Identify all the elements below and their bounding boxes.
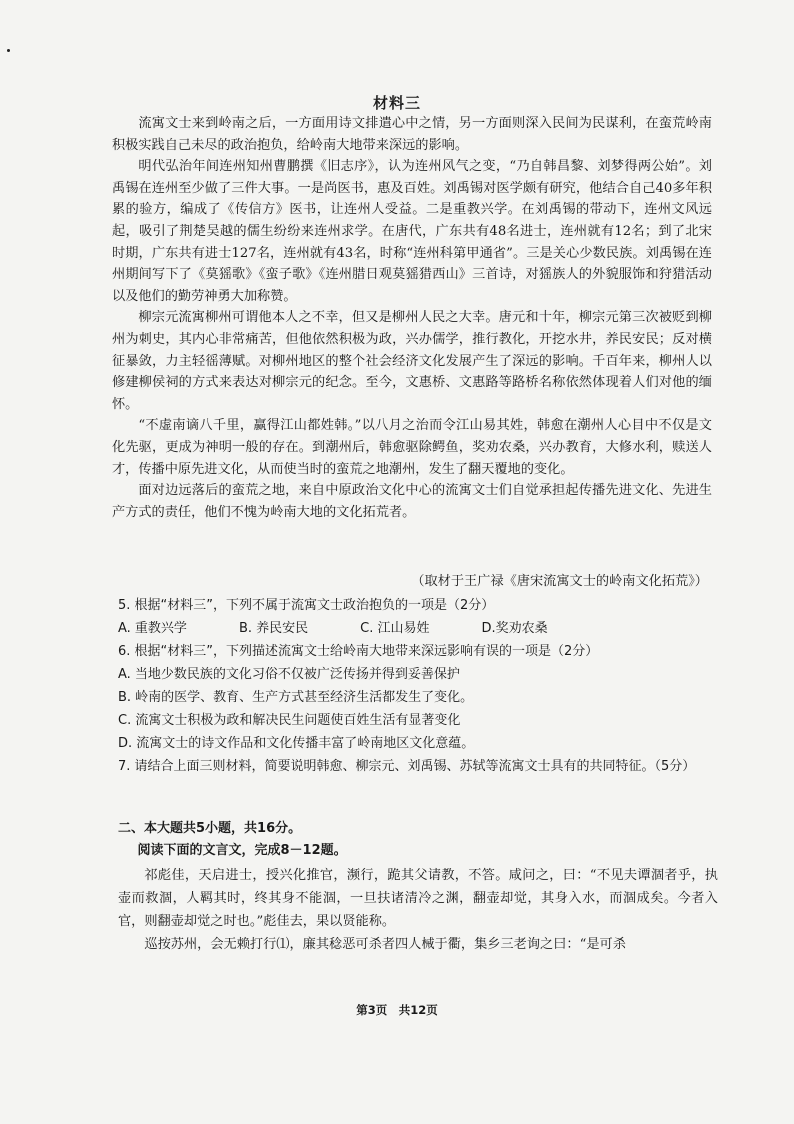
option-c: C. 流寓文士积极为政和解决民生问题使百姓生活有显著变化 bbox=[118, 713, 461, 728]
passage-paragraph: 明代弘治年间连州知州曹鹏撰《旧志序》，认为连州风气之变，“乃自韩昌黎、刘梦得两公始”。刘禹锡在连州至少做了三件大事。一是尚医书，惠及百姓。刘禹锡对医学颇有研究，他结合自己40多年积累的验方，编成了《传信方》医书，让连州人受益。二是重教兴学。在刘禹锡的带动下，连州文风远起，吸引了荆楚吴越的儒生纷纷来连州求学。在唐代，广东共有48名进士，连州就有12名；到了北宋时期，广东共有进士127名，连州就有43名，时称“连州科第甲通省”。三是关心少数民族。刘禹锡在连州期间写下了《莫猺歌》《蛮子歌》《连州腊日观莫猺猎西山》三首诗，对猺族人的外貌服饰和狩猎活动以及他们的勤劳神勇大加称赞。 bbox=[112, 159, 712, 304]
option-d: D. 流寓文士的诗文作品和文化传播丰富了岭南地区文化意蕴。 bbox=[118, 736, 475, 751]
material-title: 材料三 bbox=[372, 94, 421, 112]
section-two bbox=[118, 818, 718, 862]
questions-block bbox=[118, 594, 718, 778]
section-heading: 二、本大题共5小题，共16分。 bbox=[118, 821, 302, 836]
classical-paragraph: 巡按苏州，会无赖打行⑴，廉其稔恶可杀者四人械于衢，集乡三老询之曰：“是可杀 bbox=[144, 937, 626, 952]
passage-paragraph: 流寓文士来到岭南之后，一方面用诗文排遣心中之情，另一方面则深入民间为民谋利，在蛮荒岭南积极实践自己未尽的政治抱负，给岭南大地带来深远的影响。 bbox=[112, 116, 712, 153]
source-citation: （取材于王广禄《唐宋流寓文士的岭南文化拓荒》） bbox=[411, 574, 708, 589]
page-footer: 第3页 共12页 bbox=[356, 1003, 438, 1017]
passage bbox=[112, 113, 712, 523]
question-5-options bbox=[118, 617, 718, 640]
option-b: B. 养民安民 bbox=[238, 621, 309, 636]
passage-paragraph: 柳宗元流寓柳州可谓他本人之不幸，但又是柳州人民之大幸。唐元和十年，柳宗元第三次被贬到柳州为刺史，其内心非常痛苦，但他依然积极为政，兴办儒学，推行教化，开挖水井，养民安民；反对横征暴敛，力主轻徭薄赋。对柳州地区的整个社会经济文化发展产生了深远的影响。千百年来，柳州人以修建柳侯祠的方式来表达对柳宗元的纪念。至今，文惠桥、文惠路等路桥名称依然体现着人们对他的缅怀。 bbox=[112, 310, 712, 412]
option-d: D.奖劝农桑 bbox=[481, 621, 548, 636]
option-a: A. 重教兴学 bbox=[118, 621, 187, 636]
question-6-stem: 6. 根据“材料三”，下列描述流寓文士给岭南大地带来深远影响有误的一项是（2分） bbox=[118, 644, 599, 659]
scan-speck bbox=[7, 49, 10, 52]
option-a: A. 当地少数民族的文化习俗不仅被广泛传扬并得到妥善保护 bbox=[118, 667, 460, 682]
option-c: C. 江山易姓 bbox=[360, 621, 430, 636]
passage-paragraph: 面对边远落后的蛮荒之地，来自中原政治文化中心的流寓文士们自觉承担起传播先进文化、先进生产方式的责任，他们不愧为岭南大地的文化拓荒者。 bbox=[112, 483, 712, 520]
classical-passage bbox=[118, 864, 718, 956]
option-b: B. 岭南的医学、教育、生产方式甚至经济生活都发生了变化。 bbox=[118, 690, 474, 705]
question-5-stem: 5. 根据“材料三”，下列不属于流寓文士政治抱负的一项是（2分） bbox=[118, 598, 495, 613]
question-7-stem: 7. 请结合上面三则材料，简要说明韩愈、柳宗元、刘禹锡、苏轼等流寓文士具有的共同特征。（5分） bbox=[118, 759, 696, 774]
section-instruction: 阅读下面的文言文，完成8－12题。 bbox=[137, 843, 347, 858]
classical-paragraph: 祁彪佳，天启进士，授兴化推官，濒行，跪其父请教，不答。咸问之，曰：“不见夫谭涸者乎，执壶而救涸，人羁其时，终其身不能涸，一旦扶诸清冷之渊，翻壶却觉，其身入水，而涸成矣。今者入官，则翻壶却觉之时也。”彪佳去，果以贤能称。 bbox=[118, 868, 718, 929]
passage-paragraph: “不虚南谪八千里，赢得江山都姓韩。”以八月之治而令江山易其姓，韩愈在潮州人心目中不仅是文化先驱，更成为神明一般的存在。到潮州后，韩愈驱除鳄鱼，奖劝农桑，兴办教育，大修水利，赎送人才，传播中原先进文化，从而使当时的蛮荒之地潮州，发生了翻天覆地的变化。 bbox=[112, 418, 712, 477]
